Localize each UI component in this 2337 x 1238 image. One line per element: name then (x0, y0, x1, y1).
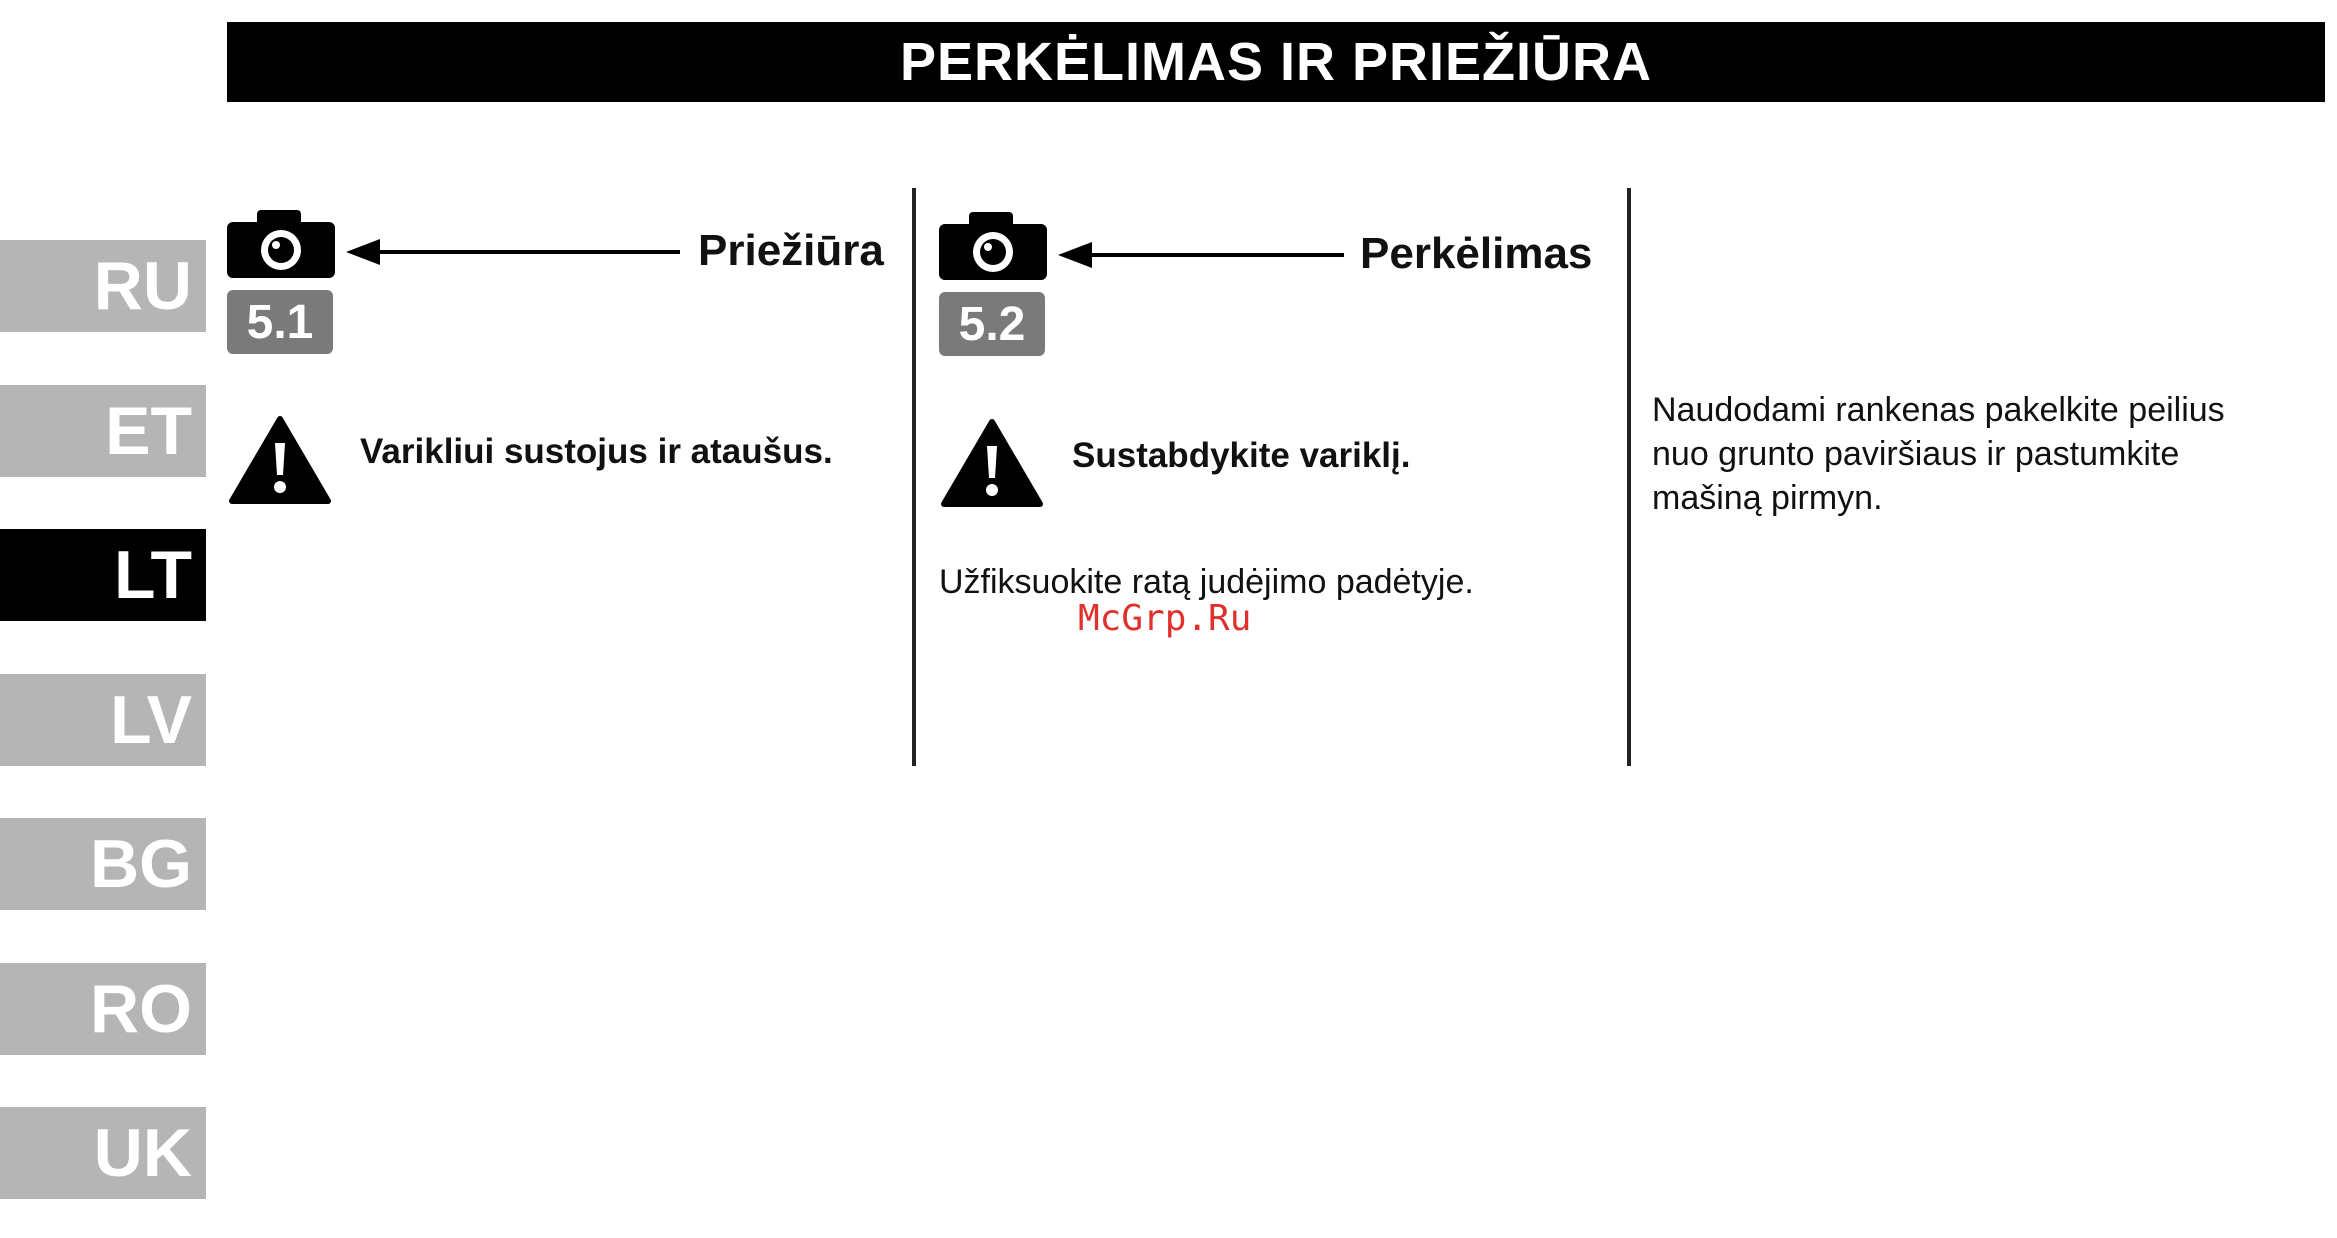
watermark: McGrp.Ru (1078, 598, 1252, 639)
section-badge (939, 292, 1045, 356)
section-title: Perkėlimas (1360, 229, 1593, 278)
section-note: Užfiksuokite ratą judėjimo padėtyje. (939, 563, 1474, 601)
lang-tab-uk[interactable] (0, 1107, 206, 1199)
column-divider (1627, 188, 1631, 766)
lang-tab-label: UK (93, 1115, 192, 1191)
warning-text: Varikliui sustojus ir ataušus. (360, 432, 833, 471)
lang-tab-lt[interactable] (0, 529, 206, 621)
section-badge-label: 5.1 (246, 295, 314, 349)
lang-tab-et[interactable] (0, 385, 206, 477)
column-divider (912, 188, 916, 766)
lang-tab-label: LT (113, 537, 192, 613)
camera-icon (227, 210, 335, 278)
page-title: PERKĖLIMAS IR PRIEŽIŪRA (899, 32, 1653, 92)
lang-tab-label: RO (90, 971, 192, 1047)
warning-text: Sustabdykite variklį. (1072, 436, 1411, 475)
warning-icon (940, 418, 1044, 508)
arrow-left-icon (346, 239, 380, 265)
instructions-line: mašiną pirmyn. (1652, 479, 1883, 517)
lang-tab-label: RU (93, 248, 192, 324)
instructions-line: Naudodami rankenas pakelkite peilius (1652, 391, 2225, 429)
section-badge-label: 5.2 (958, 297, 1026, 351)
lang-tab-label: LV (110, 682, 192, 758)
arrow-left-icon (1058, 242, 1092, 268)
warning-icon (228, 415, 332, 505)
arrow-line (368, 250, 680, 254)
page-header (227, 22, 2325, 102)
instructions-text (1652, 388, 2225, 520)
section-badge (227, 290, 333, 354)
lang-tab-label: ET (105, 393, 192, 469)
section-title: Priežiūra (698, 226, 884, 275)
camera-icon (939, 212, 1047, 280)
lang-tab-lv[interactable] (0, 674, 206, 766)
arrow-line (1080, 253, 1344, 257)
lang-tab-ro[interactable] (0, 963, 206, 1055)
lang-tab-ru[interactable] (0, 240, 206, 332)
lang-tab-bg[interactable] (0, 818, 206, 910)
lang-tab-label: BG (90, 826, 192, 902)
instructions-line: nuo grunto paviršiaus ir pastumkite (1652, 435, 2180, 473)
